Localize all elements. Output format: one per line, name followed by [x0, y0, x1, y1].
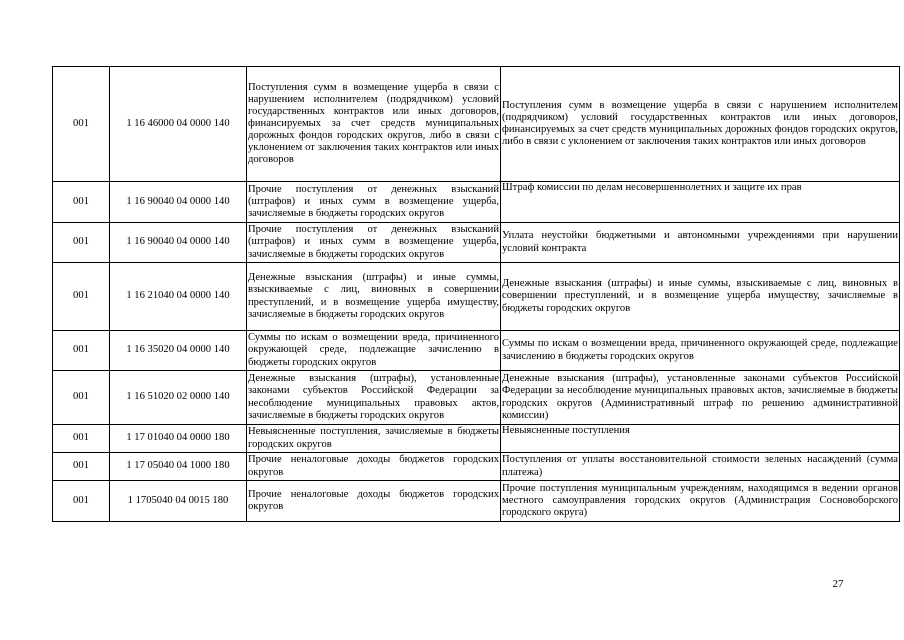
admin-code-cell: 001 — [53, 481, 110, 522]
revenue-description-cell: Суммы по искам о возмещении вреда, причиненного окружающей среде, подлежащие зачислению в бюджеты городских округов — [501, 331, 900, 371]
table-row — [53, 481, 900, 522]
admin-code-cell: 001 — [53, 453, 110, 481]
revenue-name-cell: Прочие поступления от денежных взысканий (штрафов) и иных сумм в возмещение ущерба, зачисляемые в бюджеты городских округов — [247, 182, 501, 223]
budget-code-cell: 1 16 21040 04 0000 140 — [110, 263, 247, 331]
revenue-name-cell: Прочие неналоговые доходы бюджетов городских округов — [247, 453, 501, 481]
admin-code-cell: 001 — [53, 425, 110, 453]
budget-code-cell: 1 17 01040 04 0000 180 — [110, 425, 247, 453]
revenue-description-cell: Невыясненные поступления — [501, 425, 900, 453]
revenue-name-cell: Денежные взыскания (штрафы), установленные законами субъектов Российской Федерации за несоблюдение муниципальных правовых актов, зачисляемые в бюджеты городских округов — [247, 371, 501, 425]
table-row — [53, 67, 900, 182]
table-row — [53, 182, 900, 223]
table-row — [53, 425, 900, 453]
revenue-description-cell: Уплата неустойки бюджетными и автономными учреждениями при нарушении условий контракта — [501, 223, 900, 263]
revenue-description-cell: Штраф комиссии по делам несовершеннолетних и защите их прав — [501, 182, 900, 223]
page-number: 27 — [832, 578, 844, 590]
admin-code-cell: 001 — [53, 182, 110, 223]
revenue-name-cell: Невыясненные поступления, зачисляемые в бюджеты городских округов — [247, 425, 501, 453]
admin-code-cell: 001 — [53, 263, 110, 331]
revenue-name-cell: Прочие неналоговые доходы бюджетов городских округов — [247, 481, 501, 522]
table-row — [53, 371, 900, 425]
revenue-name-cell: Денежные взыскания (штрафы) и иные суммы, взыскиваемые с лиц, виновных в совершении преступлений, и в возмещение ущерба имуществу, зачисляемые в бюджеты городских округов — [247, 263, 501, 331]
revenue-description-cell: Прочие поступления муниципальным учреждениям, находящимся в ведении органов местного самоуправления городских округов (Администрация Сосновоборского городского округа) — [501, 481, 900, 522]
admin-code-cell: 001 — [53, 371, 110, 425]
budget-code-cell: 1 16 35020 04 0000 140 — [110, 331, 247, 371]
admin-code-cell: 001 — [53, 331, 110, 371]
revenue-name-cell: Поступления сумм в возмещение ущерба в связи с нарушением исполнителем (подрядчиком) условий государственных контрактов или иных договоров, финансируемых за счет средств муниципальных дорожных фондов городских округов, либо в связи с уклонением от заключения таких контрактов или иных договоров — [247, 67, 501, 182]
budget-code-cell: 1 16 90040 04 0000 140 — [110, 223, 247, 263]
revenue-description-cell: Поступления от уплаты восстановительной стоимости зеленых насаждений (сумма платежа) — [501, 453, 900, 481]
revenue-description-cell: Поступления сумм в возмещение ущерба в связи с нарушением исполнителем (подрядчиком) условий государственных контрактов или иных договоров, финансируемых за счет средств муниципальных дорожных фондов городских округов, либо в связи с уклонением от заключения таких контрактов или иных договоров — [501, 67, 900, 182]
revenue-name-cell: Суммы по искам о возмещении вреда, причиненного окружающей среде, подлежащие зачислению в бюджеты городских округов — [247, 331, 501, 371]
budget-code-cell: 1 1705040 04 0015 180 — [110, 481, 247, 522]
revenue-codes-table — [52, 66, 900, 522]
revenue-description-cell: Денежные взыскания (штрафы) и иные суммы, взыскиваемые с лиц, виновных в совершении преступлений, и в возмещение ущерба имуществу, зачисляемые в бюджеты городских округов — [501, 263, 900, 331]
revenue-name-cell: Прочие поступления от денежных взысканий (штрафов) и иных сумм в возмещение ущерба, зачисляемые в бюджеты городских округов — [247, 223, 501, 263]
table-row — [53, 453, 900, 481]
budget-code-cell: 1 16 90040 04 0000 140 — [110, 182, 247, 223]
table-row — [53, 331, 900, 371]
admin-code-cell: 001 — [53, 223, 110, 263]
budget-code-cell: 1 16 51020 02 0000 140 — [110, 371, 247, 425]
budget-code-cell: 1 16 46000 04 0000 140 — [110, 67, 247, 182]
admin-code-cell: 001 — [53, 67, 110, 182]
table-row — [53, 223, 900, 263]
budget-code-cell: 1 17 05040 04 1000 180 — [110, 453, 247, 481]
revenue-description-cell: Денежные взыскания (штрафы), установленные законами субъектов Российской Федерации за несоблюдение муниципальных правовых актов, зачисляемые в бюджеты городских округов (Административный штраф по решению административной комиссии) — [501, 371, 900, 425]
table-row — [53, 263, 900, 331]
